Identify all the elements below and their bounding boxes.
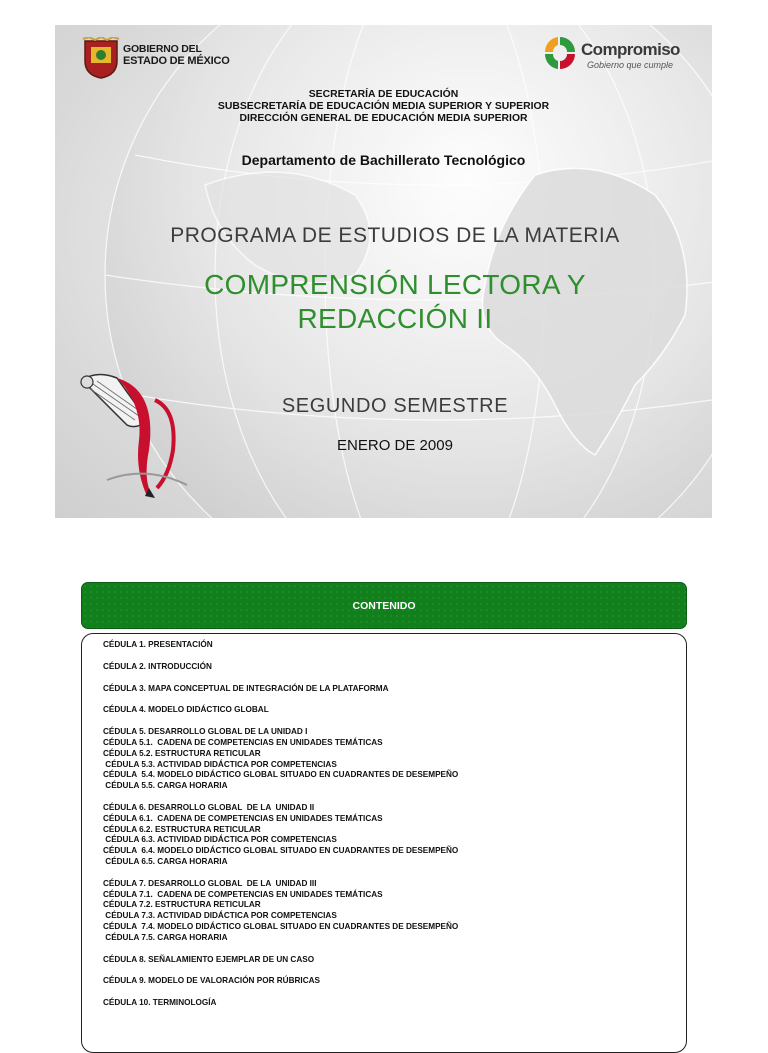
toc-entry: CÉDULA 6.5. CARGA HORARIA bbox=[103, 856, 228, 866]
toc-entry: CÉDULA 5. DESARROLLO GLOBAL DE LA UNIDAD I bbox=[103, 727, 308, 737]
department-name: Departamento de Bachillerato Tecnológico bbox=[241, 152, 526, 168]
toc-entry: CÉDULA 4. MODELO DIDÁCTICO GLOBAL bbox=[103, 705, 269, 715]
secretaria-line: SECRETARÍA DE EDUCACIÓN bbox=[308, 89, 459, 100]
toc-entry: CÉDULA 10. TERMINOLOGÍA bbox=[103, 998, 217, 1008]
toc-block bbox=[103, 640, 663, 651]
government-logo bbox=[81, 37, 241, 81]
table-of-contents bbox=[103, 640, 663, 1020]
toc-entry: CÉDULA 5.5. CARGA HORARIA bbox=[103, 781, 228, 791]
toc-block bbox=[103, 998, 663, 1009]
coat-of-arms-icon bbox=[81, 37, 121, 79]
toc-block bbox=[103, 803, 663, 868]
secretaria-line: DIRECCIÓN GENERAL DE EDUCACIÓN MEDIA SUPERIOR bbox=[239, 113, 528, 124]
subject-title-line2: REDACCIÓN II bbox=[297, 303, 493, 334]
compromiso-swirl-icon bbox=[541, 33, 579, 73]
toc-entry: CÉDULA 7.1. CADENA DE COMPETENCIAS EN UNIDADES TEMÁTICAS bbox=[103, 889, 383, 899]
toc-entry: CÉDULA 7.3. ACTIVIDAD DIDÁCTICA POR COMPETENCIAS bbox=[103, 911, 337, 921]
toc-entry: CÉDULA 6.1. CADENA DE COMPETENCIAS EN UNIDADES TEMÁTICAS bbox=[103, 813, 383, 823]
toc-entry: CÉDULA 1. PRESENTACIÓN bbox=[103, 640, 213, 649]
date-label: ENERO DE 2009 bbox=[337, 437, 453, 454]
semester-label: SEGUNDO SEMESTRE bbox=[281, 395, 509, 417]
cover-page bbox=[55, 25, 712, 518]
toc-entry: CÉDULA 9. MODELO DE VALORACIÓN POR RÚBRICAS bbox=[103, 976, 320, 986]
secretaria-line: SUBSECRETARÍA DE EDUCACIÓN MEDIA SUPERIOR Y SUPERIOR bbox=[217, 101, 550, 112]
secretaria-lines bbox=[55, 89, 712, 125]
subject-title bbox=[55, 268, 712, 336]
program-label: PROGRAMA DE ESTUDIOS DE LA MATERIA bbox=[170, 224, 620, 247]
toc-block bbox=[103, 662, 663, 673]
quill-scroll-emblem-icon bbox=[77, 370, 197, 500]
toc-entry: CÉDULA 7.2. ESTRUCTURA RETICULAR bbox=[103, 900, 261, 910]
toc-entry: CÉDULA 7.5. CARGA HORARIA bbox=[103, 932, 228, 942]
gov-logo-line1: GOBIERNO DEL bbox=[123, 43, 202, 55]
contents-header: CONTENIDO bbox=[81, 582, 687, 629]
toc-entry: CÉDULA 6.2. ESTRUCTURA RETICULAR bbox=[103, 824, 261, 834]
subject-title-line1: COMPRENSIÓN LECTORA Y bbox=[204, 269, 586, 300]
toc-block bbox=[103, 955, 663, 966]
toc-entry: CÉDULA 5.1. CADENA DE COMPETENCIAS EN UNIDADES TEMÁTICAS bbox=[103, 737, 383, 747]
toc-block bbox=[103, 705, 663, 716]
toc-entry: CÉDULA 3. MAPA CONCEPTUAL DE INTEGRACIÓN DE LA PLATAFORMA bbox=[103, 683, 389, 693]
toc-entry: CÉDULA 7. DESARROLLO GLOBAL DE LA UNIDAD III bbox=[103, 878, 317, 888]
toc-entry: CÉDULA 6.4. MODELO DIDÁCTICO GLOBAL SITUADO EN CUADRANTES DE DESEMPEÑO bbox=[103, 846, 459, 856]
toc-entry: CÉDULA 6.3. ACTIVIDAD DIDÁCTICA POR COMPETENCIAS bbox=[103, 835, 337, 845]
toc-entry: CÉDULA 5.3. ACTIVIDAD DIDÁCTICA POR COMPETENCIAS bbox=[103, 759, 337, 769]
toc-block bbox=[103, 684, 663, 695]
toc-block bbox=[103, 976, 663, 987]
compromiso-name: Compromiso bbox=[581, 40, 680, 59]
toc-entry: CÉDULA 5.2. ESTRUCTURA RETICULAR bbox=[103, 748, 261, 758]
toc-block bbox=[103, 727, 663, 792]
toc-entry: CÉDULA 5.4. MODELO DIDÁCTICO GLOBAL SITUADO EN CUADRANTES DE DESEMPEÑO bbox=[103, 770, 459, 780]
toc-entry: CÉDULA 7.4. MODELO DIDÁCTICO GLOBAL SITUADO EN CUADRANTES DE DESEMPEÑO bbox=[103, 921, 459, 931]
toc-entry: CÉDULA 2. INTRODUCCIÓN bbox=[103, 661, 212, 671]
compromiso-logo bbox=[541, 33, 701, 73]
gov-logo-line2: ESTADO DE MÉXICO bbox=[123, 55, 230, 67]
toc-entry: CÉDULA 6. DESARROLLO GLOBAL DE LA UNIDAD II bbox=[103, 802, 315, 812]
toc-entry: CÉDULA 8. SEÑALAMIENTO EJEMPLAR DE UN CASO bbox=[103, 954, 315, 964]
toc-block bbox=[103, 879, 663, 944]
compromiso-tagline: Gobierno que cumple bbox=[587, 60, 674, 70]
